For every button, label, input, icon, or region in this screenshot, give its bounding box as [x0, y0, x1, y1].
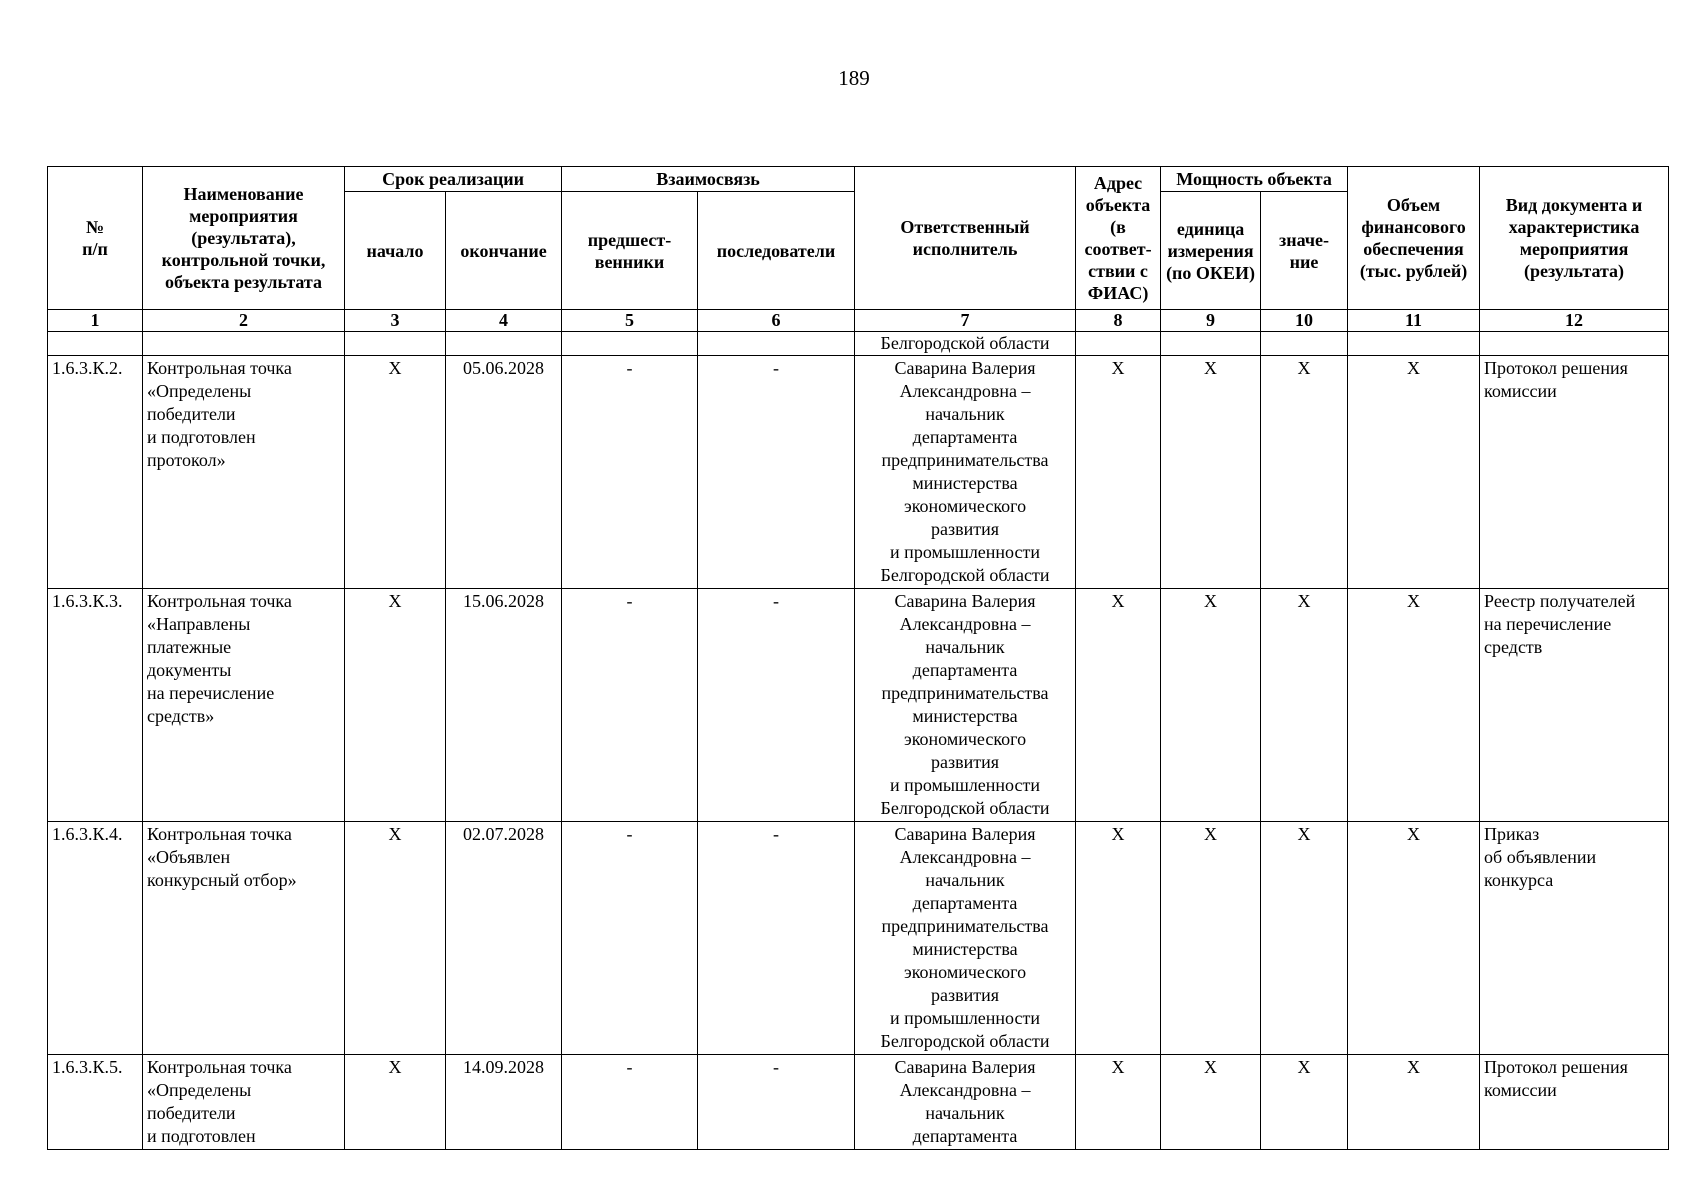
- cell-num: 1.6.3.К.4.: [48, 822, 143, 1055]
- header-term-start: начало: [345, 192, 446, 310]
- cell-succ: -: [698, 589, 855, 822]
- cell-pred: -: [562, 1055, 698, 1150]
- cell-finance: X: [1348, 589, 1480, 822]
- table-row: [48, 589, 1669, 822]
- table-body: [48, 332, 1669, 1150]
- column-number: 1: [48, 310, 143, 332]
- cell-start: X: [345, 589, 446, 822]
- cell-doc: Протокол решения комиссии: [1480, 1055, 1669, 1150]
- continuation-text: Белгородской области: [855, 332, 1076, 356]
- cell-address: X: [1076, 822, 1161, 1055]
- header-capacity: Мощность объекта: [1161, 167, 1348, 192]
- cell-address: X: [1076, 356, 1161, 589]
- table-row: [48, 822, 1669, 1055]
- column-number: 8: [1076, 310, 1161, 332]
- cell-pred: -: [562, 356, 698, 589]
- header-address: Адрес объекта (в соответ-ствии с ФИАС): [1076, 167, 1161, 310]
- cell-start: X: [345, 1055, 446, 1150]
- header-name: Наименование мероприятия (результата), контрольной точки, объекта результата: [143, 167, 345, 310]
- cell-doc: Протокол решения комиссии: [1480, 356, 1669, 589]
- cell-end: 05.06.2028: [446, 356, 562, 589]
- cell-succ: -: [698, 822, 855, 1055]
- column-number: 6: [698, 310, 855, 332]
- table-row: [48, 1055, 1669, 1150]
- activity-plan-table: [47, 166, 1669, 1150]
- cell-pred: -: [562, 589, 698, 822]
- header-capacity-unit: единица измерения (по ОКЕИ): [1161, 192, 1261, 310]
- cell-unit: X: [1161, 589, 1261, 822]
- continuation-row: [48, 332, 1669, 356]
- cell-num: 1.6.3.К.3.: [48, 589, 143, 822]
- cell-start: X: [345, 356, 446, 589]
- page-number: 189: [838, 66, 870, 90]
- cell-num: 1.6.3.К.5.: [48, 1055, 143, 1150]
- cell-responsible: Саварина Валерия Александровна – начальник департамента предпринимательства министерства экономического развития и промышленности Белгородской области: [855, 589, 1076, 822]
- cell-finance: X: [1348, 822, 1480, 1055]
- table-header: [48, 167, 1669, 332]
- cell-address: X: [1076, 589, 1161, 822]
- header-link: Взаимосвязь: [562, 167, 855, 192]
- table-row: [48, 356, 1669, 589]
- column-number: 11: [1348, 310, 1480, 332]
- header-term: Срок реализации: [345, 167, 562, 192]
- column-number: 7: [855, 310, 1076, 332]
- header-term-end: окончание: [446, 192, 562, 310]
- cell-value: X: [1261, 822, 1348, 1055]
- cell-responsible: Саварина Валерия Александровна – начальник департамента предпринимательства министерства экономического развития и промышленности Белгородской области: [855, 356, 1076, 589]
- column-number: 9: [1161, 310, 1261, 332]
- column-number: 10: [1261, 310, 1348, 332]
- cell-value: X: [1261, 1055, 1348, 1150]
- header-finance: Объем финансового обеспечения (тыс. рублей): [1348, 167, 1480, 310]
- cell-unit: X: [1161, 356, 1261, 589]
- cell-unit: X: [1161, 822, 1261, 1055]
- cell-unit: X: [1161, 1055, 1261, 1150]
- column-number: 3: [345, 310, 446, 332]
- cell-value: X: [1261, 589, 1348, 822]
- cell-finance: X: [1348, 1055, 1480, 1150]
- column-number: 5: [562, 310, 698, 332]
- cell-name: Контрольная точка «Объявлен конкурсный отбор»: [143, 822, 345, 1055]
- column-number: 2: [143, 310, 345, 332]
- cell-start: X: [345, 822, 446, 1055]
- cell-pred: -: [562, 822, 698, 1055]
- header-link-succ: последователи: [698, 192, 855, 310]
- cell-name: Контрольная точка «Определены победители и подготовлен: [143, 1055, 345, 1150]
- cell-num: 1.6.3.К.2.: [48, 356, 143, 589]
- cell-responsible: Саварина Валерия Александровна – начальник департамента: [855, 1055, 1076, 1150]
- column-number: 4: [446, 310, 562, 332]
- cell-doc: Реестр получателей на перечисление средств: [1480, 589, 1669, 822]
- cell-responsible: Саварина Валерия Александровна – начальник департамента предпринимательства министерства экономического развития и промышленности Белгородской области: [855, 822, 1076, 1055]
- header-link-pred: предшест- венники: [562, 192, 698, 310]
- cell-end: 14.09.2028: [446, 1055, 562, 1150]
- header-capacity-value: значе- ние: [1261, 192, 1348, 310]
- column-number: 12: [1480, 310, 1669, 332]
- cell-succ: -: [698, 1055, 855, 1150]
- cell-end: 02.07.2028: [446, 822, 562, 1055]
- cell-value: X: [1261, 356, 1348, 589]
- cell-end: 15.06.2028: [446, 589, 562, 822]
- header-doc: Вид документа и характеристика мероприятия (результата): [1480, 167, 1669, 310]
- header-responsible: Ответственный исполнитель: [855, 167, 1076, 310]
- cell-name: Контрольная точка «Направлены платежные документы на перечисление средств»: [143, 589, 345, 822]
- header-num: № п/п: [48, 167, 143, 310]
- cell-name: Контрольная точка «Определены победители и подготовлен протокол»: [143, 356, 345, 589]
- cell-succ: -: [698, 356, 855, 589]
- cell-address: X: [1076, 1055, 1161, 1150]
- cell-doc: Приказ об объявлении конкурса: [1480, 822, 1669, 1055]
- cell-finance: X: [1348, 356, 1480, 589]
